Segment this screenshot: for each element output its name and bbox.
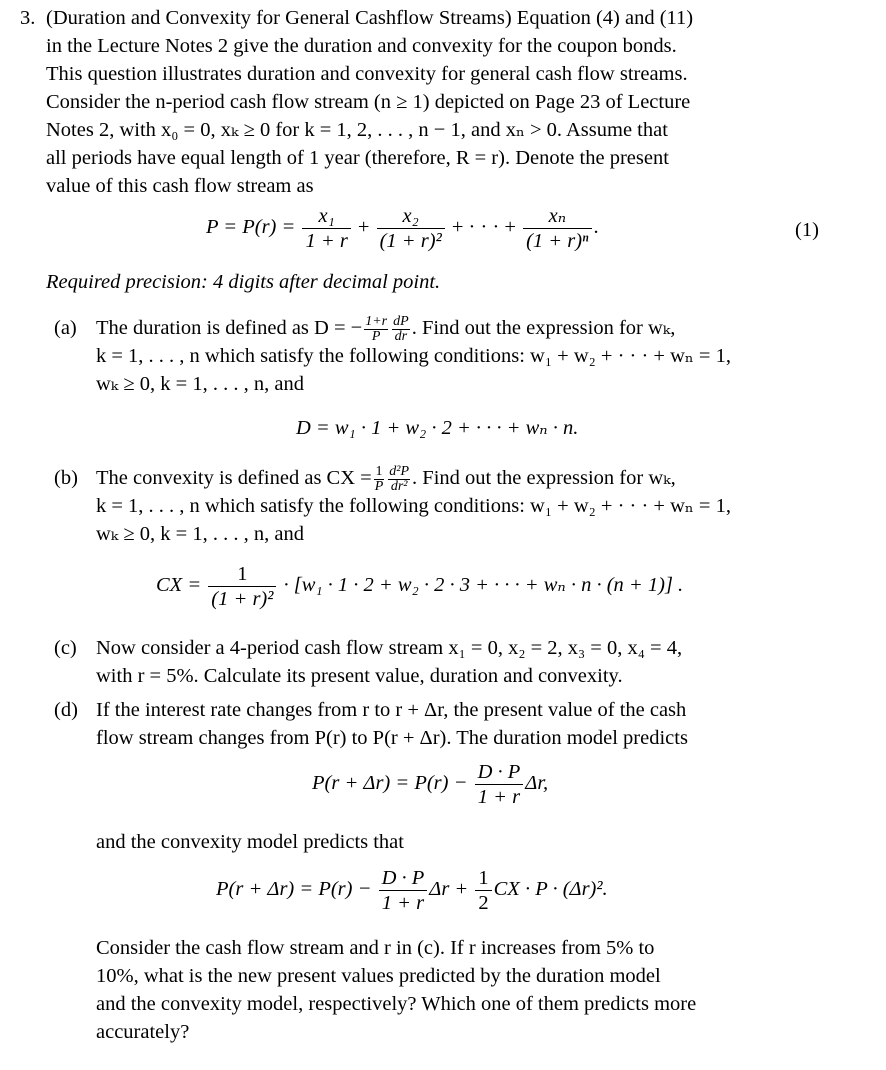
part-d-eq2-rhs: CX · P · (Δr)². — [493, 878, 608, 901]
part-d-final-line-2: 10%, what is the new present values predicted by the duration model — [96, 965, 661, 987]
part-a-def-pre: The duration is defined as D = − — [96, 317, 363, 339]
part-b-equation — [156, 562, 683, 611]
part-d-eq2-lhs: P(r + Δr) = P(r) − — [216, 878, 372, 901]
eq1-term1 — [302, 204, 350, 253]
part-d-mid-text: and the convexity model predicts that — [96, 831, 404, 853]
part-d-eq2-num: D · P — [379, 866, 428, 891]
part-b-eq-den: (1 + r)² — [211, 588, 274, 610]
part-d-line-1: If the interest rate changes from r to r + Δr, the present value of the cash — [96, 699, 687, 721]
part-d-eq2-den: 1 + r — [381, 892, 425, 914]
part-b-eq-frac — [208, 562, 276, 611]
part-b-line-2: k = 1, . . . , n which satisfy the following conditions: w₁ + w₂ + · · · + wₙ = 1, — [96, 495, 731, 517]
part-d-eq1-num: D · P — [475, 760, 524, 785]
part-b-frac-2-num: d²P — [389, 463, 410, 479]
part-b-def-post: . Find out the expression for wₖ, — [412, 467, 676, 489]
duration-model-equation — [312, 760, 548, 809]
part-a-frac-2-num: dP — [393, 313, 409, 329]
part-b-frac-2-den: dr² — [390, 478, 408, 494]
part-a-frac-1-num: 1+r — [365, 313, 388, 329]
part-a-label: (a) — [54, 317, 77, 339]
part-d-eq1-den: 1 + r — [477, 786, 521, 808]
eq1-term3-den: (1 + r)ⁿ — [526, 230, 589, 252]
part-a-frac-2-den: dr — [394, 328, 408, 344]
eq1-term2 — [377, 204, 445, 253]
eq1-lhs: P = P(r) = — [206, 216, 296, 239]
part-a-line-3: wₖ ≥ 0, k = 1, . . . , n, and — [96, 373, 304, 395]
part-b-def-pre: The convexity is defined as CX = — [96, 467, 372, 489]
problem-number: 3. — [20, 7, 36, 29]
part-b-label: (b) — [54, 467, 78, 489]
part-a-frac-2 — [392, 315, 410, 344]
part-d-eq2-mid: Δr + — [429, 878, 469, 901]
part-d-final-line-1: Consider the cash flow stream and r in (c). If r increases from 5% to — [96, 937, 655, 959]
part-d-final-line-4: accurately? — [96, 1021, 190, 1043]
eq1-plus: + — [357, 216, 370, 239]
eq1-term1-num: x₁ — [302, 204, 350, 229]
intro-line-5: Notes 2, with x₀ = 0, xₖ ≥ 0 for k = 1, 2, . . . , n − 1, and xₙ > 0. Assume that — [46, 119, 668, 141]
part-d-label: (d) — [54, 699, 78, 721]
intro-line-4: Consider the n-period cash flow stream (n ≥ 1) depicted on Page 23 of Lecture — [46, 91, 691, 113]
part-a-line-1 — [96, 314, 675, 344]
eq1-ellipsis: + · · · + — [451, 216, 516, 239]
part-d-eq2-half-den: 2 — [478, 892, 489, 914]
intro-line-1: (Duration and Convexity for General Cashflow Streams) Equation (4) and (11) — [46, 7, 694, 29]
convexity-model-equation — [216, 866, 608, 915]
equation-1 — [206, 204, 599, 253]
part-b-line-3: wₖ ≥ 0, k = 1, . . . , n, and — [96, 523, 304, 545]
part-d-eq2-half-num: 1 — [475, 866, 491, 891]
part-b-frac-1-den: P — [374, 478, 384, 494]
part-b-eq-rhs: · [w₁ · 1 · 2 + w₂ · 2 · 3 + · · · + wₙ · n · (n + 1)] . — [283, 574, 684, 597]
part-d-eq1-frac — [475, 760, 524, 809]
part-c-line-2: with r = 5%. Calculate its present value, duration and convexity. — [96, 665, 623, 687]
eq1-term3 — [523, 204, 591, 253]
part-b-eq-num: 1 — [208, 562, 276, 587]
part-a-frac-1 — [364, 315, 388, 344]
part-c-label: (c) — [54, 637, 77, 659]
equation-1-label: (1) — [795, 219, 819, 241]
part-d-final-line-3: and the convexity model, respectively? Which one of them predicts more — [96, 993, 697, 1015]
part-d-eq2-frac — [379, 866, 428, 915]
part-b-frac-1 — [374, 465, 385, 494]
intro-line-3: This question illustrates duration and convexity for general cash flow streams. — [46, 63, 688, 85]
precision-note: Required precision: 4 digits after decimal point. — [46, 271, 441, 293]
eq1-term2-num: x₂ — [377, 204, 445, 229]
part-a-frac-1-den: P — [371, 328, 381, 344]
eq1-term2-den: (1 + r)² — [379, 230, 442, 252]
part-d-eq1-lhs: P(r + Δr) = P(r) − — [312, 772, 468, 795]
intro-line-6: all periods have equal length of 1 year (therefore, R = r). Denote the present — [46, 147, 669, 169]
eq1-period: . — [593, 216, 599, 239]
part-a-line-2: k = 1, . . . , n which satisfy the following conditions: w₁ + w₂ + · · · + wₙ = 1, — [96, 345, 731, 367]
part-b-line-1 — [96, 464, 676, 494]
part-b-frac-1-num: 1 — [375, 463, 383, 479]
part-a-def-post: . Find out the expression for wₖ, — [411, 317, 676, 339]
part-b-frac-2 — [388, 465, 410, 494]
intro-line-2: in the Lecture Notes 2 give the duration and convexity for the coupon bonds. — [46, 35, 677, 57]
part-d-eq1-rhs: Δr, — [525, 772, 549, 795]
part-d-eq2-half — [475, 866, 491, 915]
part-d-line-2: flow stream changes from P(r) to P(r + Δr). The duration model predicts — [96, 727, 688, 749]
eq1-term3-num: xₙ — [523, 204, 591, 229]
intro-line-7: value of this cash flow stream as — [46, 175, 314, 197]
part-c-line-1: Now consider a 4-period cash flow stream x₁ = 0, x₂ = 2, x₃ = 0, x₄ = 4, — [96, 637, 683, 659]
part-a-equation: D = w₁ · 1 + w₂ · 2 + · · · + wₙ · n. — [296, 417, 579, 439]
part-b-eq-lhs: CX = — [156, 574, 202, 597]
eq1-term1-den: 1 + r — [305, 230, 348, 252]
